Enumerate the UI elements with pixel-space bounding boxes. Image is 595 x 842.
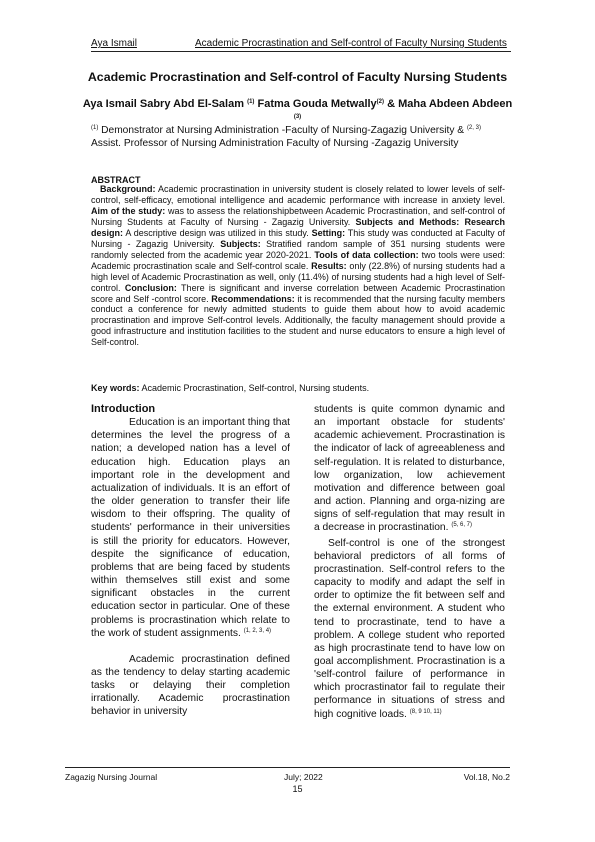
abstract-body [91, 184, 505, 348]
abstract-aim: was to assess the relationshipbetween Academic Procrastination, and self-control of Nursing Students at Faculty of Nursing - Zagazig University. [91, 205, 505, 227]
header-author: Aya Ismail [91, 38, 137, 49]
author-list [80, 97, 515, 127]
author-1: Aya Ismail Sabry Abd El-Salam [82, 98, 245, 110]
author-separator: & [384, 98, 399, 110]
footer-rule [65, 767, 510, 768]
abstract-subjects-label: Subjects: [220, 238, 261, 249]
introduction-heading: Introduction [91, 403, 156, 415]
paper-title: Academic Procrastination and Self-control of Faculty Nursing Students [87, 70, 508, 84]
intro-p1-citation: (1, 2, 3, 4) [243, 627, 272, 634]
column-right [314, 403, 505, 721]
abstract-results-label: Results: [311, 260, 347, 271]
affil-1-text: Demonstrator at Nursing Administration -Faculty of Nursing-Zagazig University & [98, 125, 467, 136]
page-number: 15 [292, 784, 303, 794]
author-2: Fatma Gouda Metwally [254, 98, 377, 110]
abstract-recommendations: it is recommended that the nursing faculty members conduct a conference for newly admitted students to guide them about how to avoid academic procrastination and improve Self-control levels. Additionally, the faculty management should provide a good infrastructure and institution facilities to the student and nurse educators to ensure a high level of Self-control. [91, 293, 505, 348]
author-2-affil: (2) [376, 99, 385, 105]
affil-1-marker: (1) [91, 125, 99, 131]
intro-paragraph-1 [91, 416, 290, 640]
intro-p3-text: students is quite common dynamic and an important obstacle for students' academic achievement. Procrastination is the indicator of lack of agreeableness and self-regulation. It is related to disturbance, low organization, low achievement motivation and difference between goal and action. Planning and orga-nizing are signs of self-regulation that may result in a decrease in procrastination. [314, 404, 505, 534]
abstract-conclusion: There is significant and inverse correlation between Academic Procrastination score and Self -control score. [91, 282, 506, 304]
header-rule [91, 51, 511, 52]
abstract-heading: ABSTRACT [91, 175, 141, 185]
keywords [91, 383, 505, 393]
author-3-affil: (3) [293, 114, 302, 120]
intro-paragraph-3 [314, 403, 505, 535]
abstract-subjects: Stratified random sample of 351 nursing students were randomly selected from the academic year 2020-2021. [91, 238, 505, 260]
footer-date: July; 2022 [284, 772, 323, 782]
abstract-tools-label: Tools of data collection: [314, 249, 419, 260]
intro-paragraph-2: Academic procrastination defined as the tendency to delay starting academic tasks or delaying their completion irrationally. Academic procrastination behavior in university [91, 653, 290, 718]
intro-p4-text: Self-control is one of the strongest behavioral predictors of all forms of procrastination. Self-control refers to the capacity to modify and adapt the self in order to optimize the fit between self and the external environment. A student who tend to procrastinate, tend to have a problem. A college student who reported as high procrastinate tend to have low on goal accomplishment. Procrastination is a 'self-control failure of performance in which procrastinator fail to regulate their performance in situations of stress and high cognitive loads. [314, 537, 505, 720]
abstract-setting: This study was conducted at Faculty of Nursing - Zagazig University. [91, 227, 505, 249]
abstract-tools: two tools were used: Academic procrastination scale and Self-control scale. [91, 249, 506, 271]
affil-2-marker: (2, 3) [466, 125, 481, 131]
author-1-affil: (1) [247, 99, 255, 105]
paragraph-spacer [91, 640, 290, 653]
keywords-text: Academic Procrastination, Self-control, Nursing students. [139, 383, 370, 393]
author-3: Maha Abdeen Abdeen [398, 98, 513, 110]
abstract-background: Academic procrastination in university student is closely related to lower levels of self-control, self-efficacy, emotional intelligence and academic performance with increase in anxiety level. [91, 184, 505, 205]
abstract-background-label: Background: [99, 184, 156, 194]
header-journal-title: Academic Procrastination and Self-control of Faculty Nursing Students [195, 38, 507, 49]
abstract-conclusion-label: Conclusion: [124, 282, 177, 293]
intro-p1-text: Education is an important thing that determines the level the progress of a nation; a developed nation has a level of education high. Education plays an important role in the development and actualization of individuals. It is an effort of the older generation to transfer their life wisdom to their offspring. The quality of students' performance in their universities is still the priority for educators. However, despite the significance of education, problems that are being faced by students within themselves still exist and some significant obstacles in the current education sector in particular. One of these problems is procrastination which relate to the work of student assignments. [91, 417, 290, 639]
column-left [91, 403, 290, 719]
affil-2-text: Assist. Professor of Nursing Administration Faculty of Nursing -Zagazig University [91, 138, 459, 149]
abstract-results: only (22.8%) of nursing students had a high level of Academic Procrastination as well, only (11.4%) of nursing students had a high level of Self-control. [91, 260, 505, 293]
abstract-aim-label: Aim of the study: [91, 205, 166, 216]
keywords-label: Key words: [91, 383, 140, 393]
intro-p3-citation: (5, 6, 7) [451, 522, 473, 529]
footer-journal: Zagazig Nursing Journal [65, 772, 158, 782]
footer-volume: Vol.18, No.2 [463, 772, 510, 782]
affiliations [91, 124, 511, 150]
abstract-setting-label: Setting: [311, 227, 346, 238]
intro-p4-citation: (8, 9 10, 11) [409, 708, 442, 715]
abstract-recommendations-label: Recommendations: [211, 293, 295, 304]
abstract-methods: A descriptive design was utilized in this study. [123, 227, 312, 238]
abstract-methods-label: Subjects and Methods: Research design: [91, 216, 505, 238]
intro-paragraph-4 [314, 537, 505, 721]
